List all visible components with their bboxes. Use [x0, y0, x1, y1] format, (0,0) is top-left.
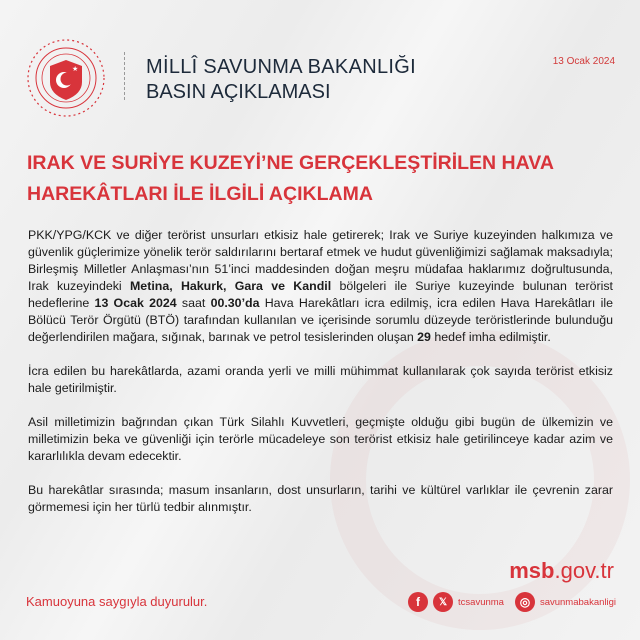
instagram-handle[interactable]: savunmabakanligi: [539, 596, 616, 608]
twitter-handle[interactable]: tcsavunma: [458, 596, 504, 608]
website-link[interactable]: [509, 558, 614, 584]
operation-date: 13 Ocak 2024: [94, 296, 177, 310]
text: PKK/YPG/KCK ve diğer terörist unsurları etkisiz hale getirerek; Irak ve Suriye kuzeyinden halkımıza ve güvenlik güçlerimize yönelik terör saldırılarını bertaraf etmek ve hudut güvenliğimizi sağlamak maksadıyla; Birleşmiş Milletler Anlaşması’nın 51’inci maddesinden doğan meşru müdafaa haklarımız doğrultusunda, Irak kuzeyindeki: [28, 228, 613, 293]
url-tld: .gov.tr: [554, 558, 614, 583]
page-title: IRAK VE SURİYE KUZEYİ’NE GERÇEKLEŞTİRİLEN HAVA HAREKÂTLARI İLE İLGİLİ AÇIKLAMA: [27, 152, 554, 205]
instagram-icon[interactable]: ◎: [515, 592, 535, 612]
social-links: [408, 592, 616, 612]
text: saat: [176, 296, 211, 310]
statement-body: [28, 227, 613, 533]
paragraph-3: Asil milletimizin bağrından çıkan Türk Silahlı Kuvvetleri, geçmişte olduğu gibi bugün de ülkemizin ve milletimizin beka ve güvenliği için terörle mücadeleye son terörist etkisiz hale getirilinceye kadar azim ve kararlılıkla devam edecektir.: [28, 415, 613, 463]
facebook-icon[interactable]: f: [408, 592, 428, 612]
paragraph-1: [28, 227, 613, 346]
paragraph-4: Bu harekâtlar sırasında; masum insanların, dost unsurların, tarihi ve kültürel varlıklar ile çevrenin zarar görmemesi için her türlü tedbir alınmıştır.: [28, 483, 613, 514]
paragraph-2: İcra edilen bu harekâtlarda, azami oranda yerli ve milli mühimmat kullanılarak çok sayıda terörist etkisiz hale getirilmiştir.: [28, 364, 613, 395]
text: bölgeleri ile Suriye kuzeyinde bulunan terörist hedeflerine: [28, 279, 613, 310]
url-domain: msb: [509, 558, 555, 583]
operation-time: 00.30’da: [210, 296, 260, 310]
closing-line: Kamuoyuna saygıyla duyurulur.: [26, 594, 208, 609]
date: 13 Ocak 2024: [552, 56, 615, 67]
header-divider: [124, 52, 125, 100]
svg-text:★: ★: [72, 66, 79, 73]
text: hedef imha edilmiştir.: [430, 330, 551, 344]
document-type: BASIN AÇIKLAMASI: [146, 81, 331, 103]
ministry-name: MİLLÎ SAVUNMA BAKANLIĞI: [146, 56, 416, 78]
text: Hava Harekâtları icra edilmiş, icra edilen Hava Harekâtları ile Bölücü Terör Örgütü (BTÖ) tarafından kullanılan ve içerisinde sorumlu düzeyde teröristlerinde bulunduğu değerlendirilen mağara, sığınak, barınak ve petrol tesislerinden oluşan: [28, 296, 613, 344]
locations: Metina, Hakurk, Gara ve Kandil: [129, 279, 332, 293]
ministry-seal-logo: [26, 38, 106, 118]
target-count: 29: [417, 330, 431, 344]
x-twitter-icon[interactable]: 𝕏: [433, 592, 453, 612]
